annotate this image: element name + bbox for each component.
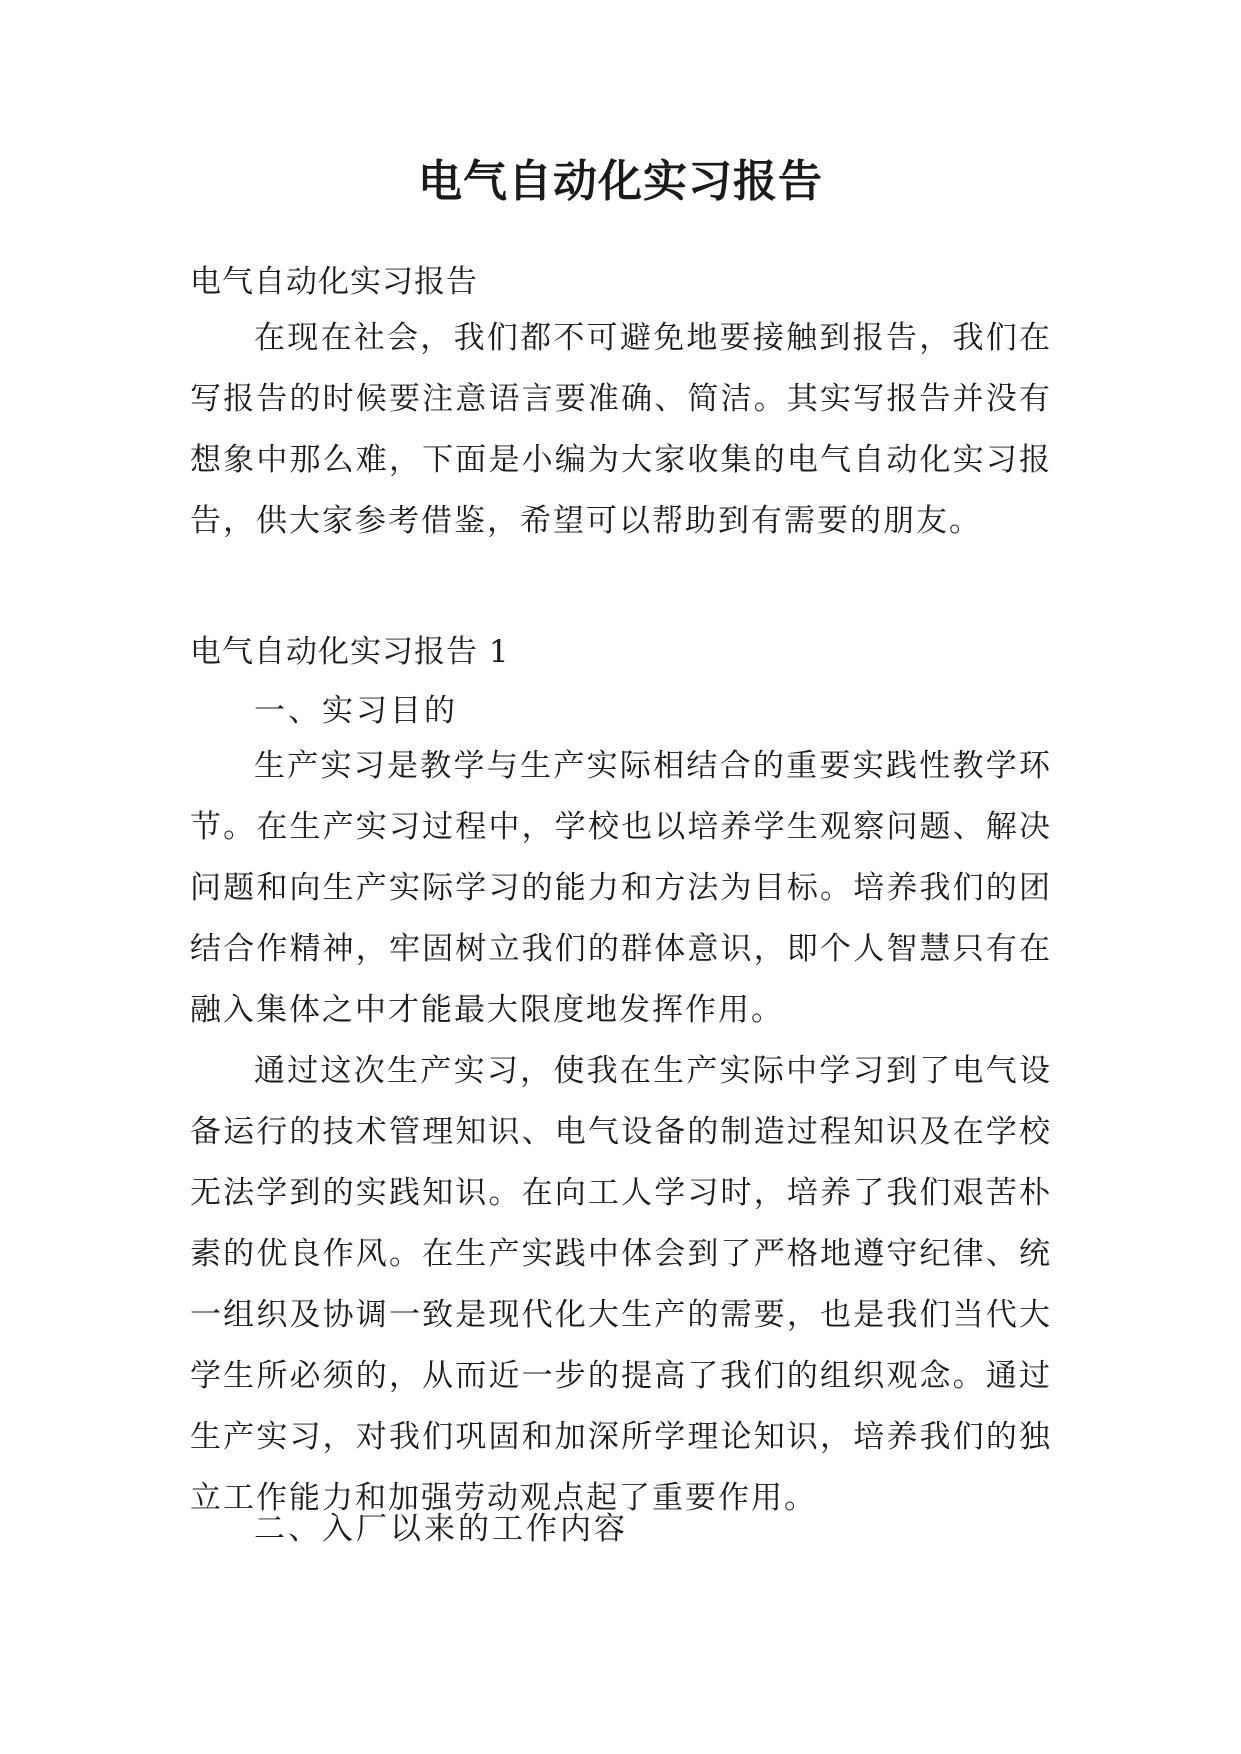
- subsection-heading-purpose: 一、实习目的: [254, 693, 458, 729]
- document-subtitle: 电气自动化实习报告: [190, 264, 478, 300]
- purpose-paragraph: 生产实习是教学与生产实际相结合的重要实践性教学环节。在生产实习过程中，学校也以培养学生观察问题、解决问题和向生产实际学习的能力和方法为目标。培养我们的团结合作精神，牢固树立我们的群体意识，即个人智慧只有在融入集体之中才能最大限度地发挥作用。: [190, 748, 1052, 1028]
- intro-paragraph: 在现在社会，我们都不可避免地要接触到报告，我们在写报告的时候要注意语言要准确、简洁。其实写报告并没有想象中那么难，下面是小编为大家收集的电气自动化实习报告，供大家参考借鉴，希望可以帮助到有需要的朋友。: [190, 320, 1052, 539]
- section-heading-1: 电气自动化实习报告 1: [190, 634, 510, 670]
- document-title: 电气自动化实习报告: [418, 156, 823, 207]
- internship-paragraph: 通过这次生产实习，使我在生产实际中学习到了电气设备运行的技术管理知识、电气设备的制造过程知识及在学校无法学到的实践知识。在向工人学习时，培养了我们艰苦朴素的优良作风。在生产实践中体会到了严格地遵守纪律、统一组织及协调一致是现代化大生产的需要，也是我们当代大学生所必须的，从而近一步的提高了我们的组织观念。通过生产实习，对我们巩固和加深所学理论知识，培养我们的独立工作能力和加强劳动观点起了重要作用。: [190, 1053, 1052, 1516]
- subsection-heading-work: 二、入厂以来的工作内容: [254, 1511, 628, 1547]
